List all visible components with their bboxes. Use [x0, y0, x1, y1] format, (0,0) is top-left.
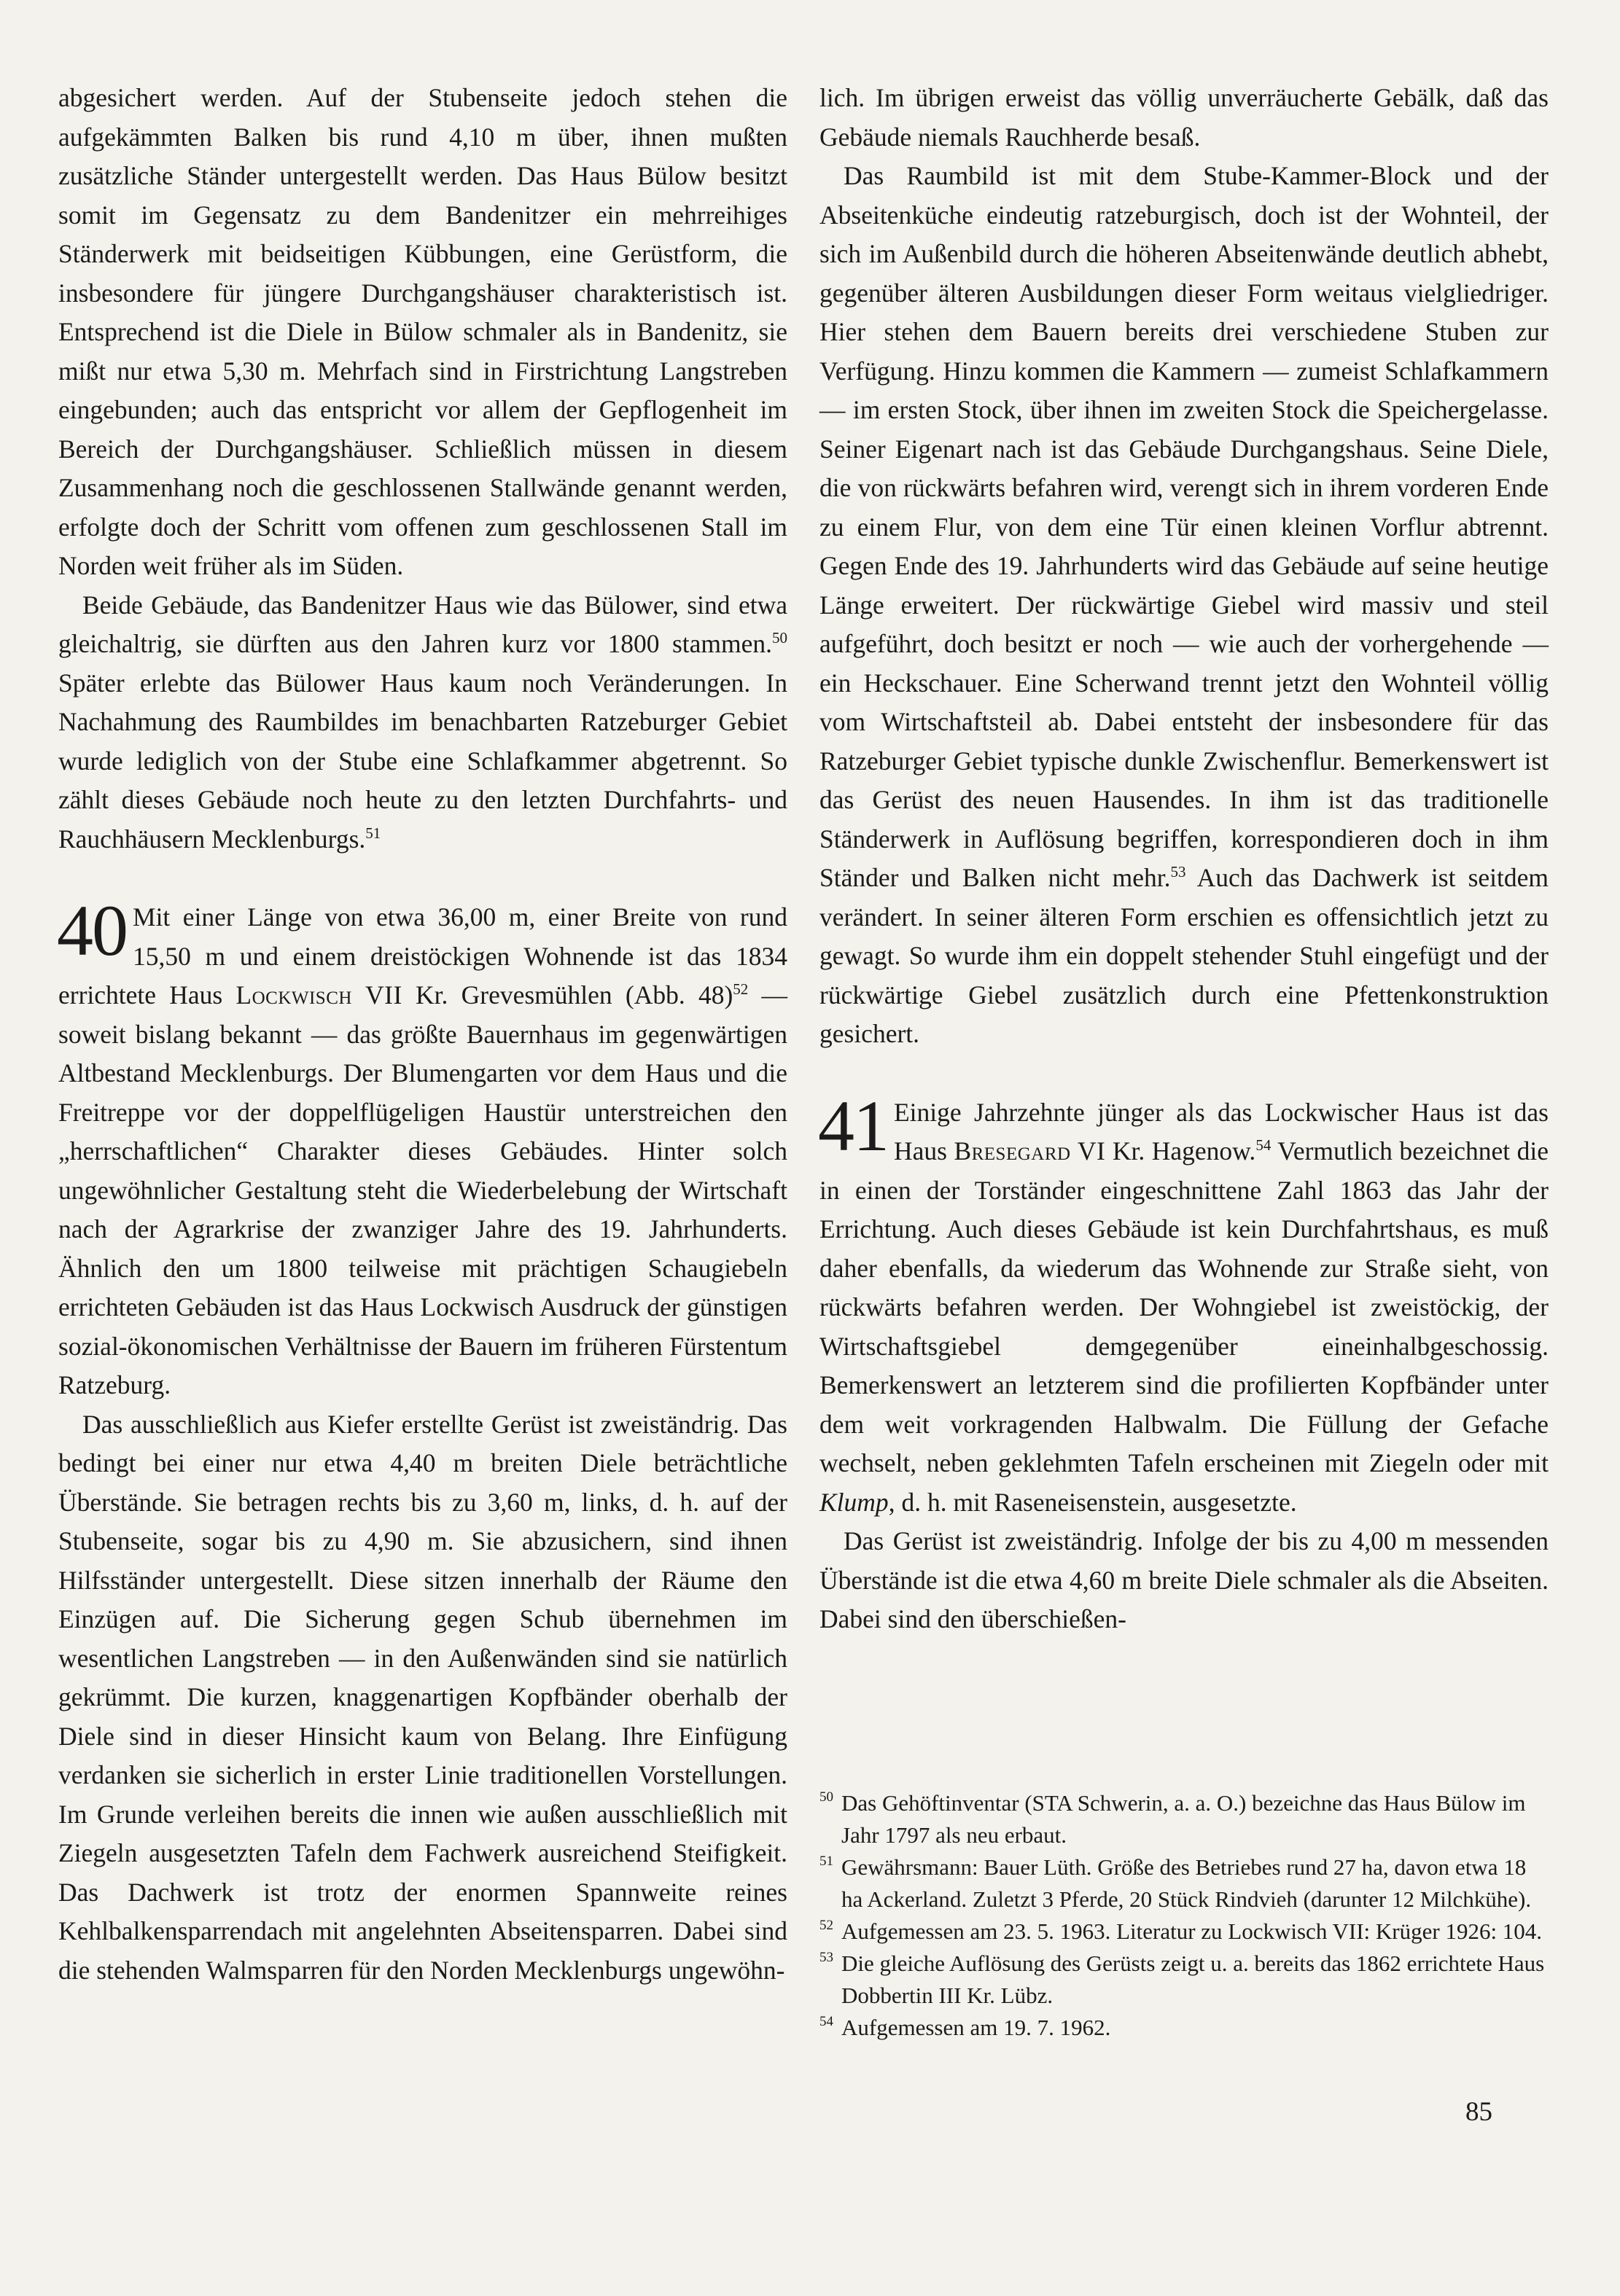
text-run: — soweit bislang bekannt — das größte Bauernhaus im gegenwärtigen Altbestand Mecklenburgs. Der Blumengarten vor dem Haus und die Freitreppe vor der doppelflügeligen Haustür unterstreichen den „herrschaftlichen“ Charakter dieses Gebäudes. Hinter solch ungewöhnlicher Gestaltung steht die Wiederbelebung der Wirtschaft nach der Agrarkrise der zwanziger Jahre des 19. Jahrhunderts. Ähnlich den um 1800 teilweise mit prächtigen Schaugiebeln errichteten Gebäuden ist das Haus Lockwisch Ausdruck der günstigen sozial-ökonomischen Verhältnisse der Bauern im früheren Fürstentum Ratzeburg. [58, 980, 787, 1399]
footnote-number: 52 [819, 1918, 833, 1933]
footnote [819, 1851, 1549, 1916]
text-run: Auch das Dachwerk ist seitdem verändert. In seiner älteren Form erschien es offensichtlich jetzt zu gewagt. So wurde ihm ein doppelt stehender Stuhl eingefügt und der rückwärtige Giebel zusätzlich durch eine Pfettenkonstruktion gesichert. [819, 863, 1549, 1048]
text-run: Später erlebte das Bülower Haus kaum noch Veränderungen. In Nachahmung des Raumbildes im benachbarten Ratzeburger Gebiet wurde lediglich von der Stube eine Schlafkammer abgetrennt. So zählt dieses Gebäude noch heute zu den letzten Durchfahrts- und Rauchhäusern Mecklenburgs. [58, 668, 787, 854]
footnote [819, 2012, 1549, 2044]
text-run: Mit einer Länge von etwa 36,00 m, einer Breite von rund 15,50 m und einem dreistöckigen Wohnende ist das 1834 errichtete Haus [58, 902, 787, 1010]
left-column [58, 79, 787, 1990]
right-column [819, 79, 1549, 1639]
footnote-text: Aufgemessen am 23. 5. 1963. Literatur zu Lockwisch VII: Krüger 1926: 104. [841, 1918, 1543, 1944]
text-run: Einige Jahrzehnte jünger als das Lockwischer Haus ist das Haus [894, 1097, 1549, 1165]
footnote-number: 51 [819, 1854, 833, 1869]
section-gap [819, 1054, 1549, 1093]
footnote-text: Gewährsmann: Bauer Lüth. Größe des Betriebes rund 27 ha, davon etwa 18 ha Ackerland. Zuletzt 3 Pferde, 20 Stück Rindvieh (darunter 12 Milchkühe). [841, 1854, 1532, 1912]
house-name: Bresegard VI [954, 1136, 1106, 1165]
paragraph [818, 1085, 1549, 1523]
house-name: Lockwisch VII [235, 980, 402, 1010]
footnote-number: 53 [819, 1950, 833, 1965]
paragraph [819, 157, 1549, 1054]
footnote-text: Das Gehöftinventar (STA Schwerin, a. a. O.) bezeichne das Haus Bülow im Jahr 1797 als neu erbaut. [841, 1790, 1526, 1848]
paragraph [58, 586, 787, 859]
footnote-number: 54 [819, 2014, 833, 2029]
footnote-number: 50 [819, 1789, 833, 1805]
footnote-text: Die gleiche Auflösung des Gerüsts zeigt u. a. bereits das 1862 errichtete Haus Dobbertin III Kr. Lübz. [841, 1951, 1545, 2008]
footnotes [819, 1787, 1549, 2044]
section-40 [57, 890, 787, 1405]
text-run: Beide Gebäude, das Bandenitzer Haus wie das Bülower, sind etwa gleichaltrig, sie dürften aus den Jahren kurz vor 1800 stammen. [58, 590, 787, 658]
footnote [819, 1948, 1549, 2012]
section-41 [818, 1085, 1549, 1523]
section-gap [58, 859, 787, 898]
section-number: 40 [57, 890, 127, 971]
footnote-ref[interactable]: 53 [1170, 862, 1186, 880]
footnote-ref[interactable]: 54 [1255, 1136, 1272, 1154]
footnote-text: Aufgemessen am 19. 7. 1962. [841, 2015, 1111, 2040]
footnote-ref[interactable]: 52 [733, 980, 749, 998]
paragraph [57, 890, 787, 1405]
footnote-ref[interactable]: 51 [365, 824, 381, 842]
footnote-ref[interactable]: 50 [772, 628, 787, 647]
paragraph: lich. Im übrigen erweist das völlig unverräucherte Gebälk, daß das Gebäude niemals Rauchherde besaß. [819, 83, 1549, 152]
page-number: 85 [1465, 2097, 1492, 2127]
text-run: , d. h. mit Raseneisenstein, ausgesetzte. [888, 1487, 1297, 1517]
paragraph: Das Gerüst ist zweiständrig. Infolge der bis zu 4,00 m messenden Überstände ist die etwa 4,60 m breite Diele schmaler als die Abseiten. Dabei sind den überschießen- [819, 1526, 1549, 1633]
text-run: Das Raumbild ist mit dem Stube-Kammer-Block und der Abseitenküche eindeutig ratzeburgisch, doch ist der Wohnteil, der sich im Außenbild durch die höheren Abseitenwände deutlich abhebt, gegenüber älteren Ausbildungen dieser Form weitaus vielgliedriger. Hier stehen dem Bauern bereits drei verschiedene Stuben zur Verfügung. Hinzu kommen die Kammern — zumeist Schlafkammern — im ersten Stock, über ihnen im zweiten Stock die Speichergelasse. Seiner Eigenart nach ist das Gebäude Durchgangshaus. Seine Diele, die von rückwärts befahren wird, verengt sich in ihrem vorderen Ende zu einem Flur, von dem eine Tür einen kleinen Vorflur abtrennt. Gegen Ende des 19. Jahrhunderts wird das Gebäude auf seine heutige Länge erweitert. Der rückwärtige Giebel wird massiv und steil aufgeführt, doch besitzt er noch — wie auch der vorhergehende — ein Heckschauer. Eine Scherwand trennt jetzt den Wohnteil völlig vom Wirtschaftsteil ab. Dabei entsteht der insbesondere für das Ratzeburger Gebiet typische dunkle Zwischenflur. Bemerkenswert ist das Gerüst des neuen Hausendes. In ihm ist das traditionelle Ständerwerk in Auflösung begriffen, korrespondieren doch in ihm Ständer und Balken nicht mehr. [819, 161, 1549, 892]
text-run: Kr. Hagenow. [1105, 1136, 1256, 1165]
text-run: Vermutlich bezeichnet die in einen der Torständer eingeschnittene Zahl 1863 das Jahr der Errichtung. Auch dieses Gebäude ist kein Durchfahrtshaus, es muß daher ebenfalls, da wiederum das Wohnende zur Straße sieht, von rückwärts befahren werden. Der Wohngiebel ist zweistöckig, der Wirtschaftsgiebel demgegenüber eineinhalbgeschossig. Bemerkenswert an letzterem sind die profilierten Kopfbänder unter dem weit vorkragenden Halbwalm. Die Füllung der Gefache wechselt, neben geklehmten Tafeln erscheinen mit Ziegeln oder mit [819, 1136, 1549, 1477]
footnote [819, 1787, 1549, 1851]
section-number: 41 [818, 1085, 888, 1166]
paragraph: Das ausschließlich aus Kiefer erstellte Gerüst ist zweiständrig. Das bedingt bei einer nur etwa 4,40 m breiten Diele beträchtliche Überstände. Sie betragen rechts bis zu 3,60 m, links, d. h. auf der Stubenseite, sogar bis zu 4,90 m. Sie abzusichern, sind ihnen Hilfsständer untergestellt. Diese sitzen innerhalb der Räume den Einzügen auf. Die Sicherung gegen Schub übernehmen im wesentlichen Langstreben — in den Außenwänden sind sie natürlich gekrümmt. Die kurzen, knaggenartigen Kopfbänder oberhalb der Diele sind in dieser Hinsicht kaum von Belang. Ihre Einfügung verdanken sie sicherlich in erster Linie traditionellen Vorstellungen. Im Grunde verleihen bereits die innen wie außen ausschließlich mit Ziegeln ausgesetzten Tafeln dem Fachwerk ausreichend Steifigkeit. Das Dachwerk ist trotz der enormen Spannweite reines Kehlbalkensparrendach mit angelehnten Abseitensparren. Dabei sind die stehenden Walmsparren für den Norden Mecklenburgs ungewöhn- [58, 1409, 787, 1985]
paragraph: abgesichert werden. Auf der Stubenseite jedoch stehen die aufgekämmten Balken bis rund 4,10 m über, ihnen mußten zusätzliche Ständer untergestellt werden. Das Haus Bülow besitzt somit im Gegensatz zu dem Bandenitzer ein mehrreihiges Ständerwerk mit beidseitigen Kübbungen, eine Gerüstform, die insbesondere für jüngere Durchgangshäuser charakteristisch ist. Entsprechend ist die Diele in Bülow schmaler als in Bandenitz, sie mißt nur etwa 5,30 m. Mehrfach sind in Firstrichtung Langstreben eingebunden; auch das entspricht vor allem der Gepflogenheit im Bereich der Durchgangshäuser. Schließlich müssen in diesem Zusammenhang noch die geschlossenen Stallwände genannt werden, erfolgte doch der Schritt vom offenen zum geschlossenen Stall im Norden weit früher als im Süden. [58, 83, 787, 580]
italic-term: Klump [819, 1487, 889, 1517]
footnote [819, 1916, 1549, 1948]
text-run: Kr. Grevesmühlen (Abb. 48) [402, 980, 733, 1010]
